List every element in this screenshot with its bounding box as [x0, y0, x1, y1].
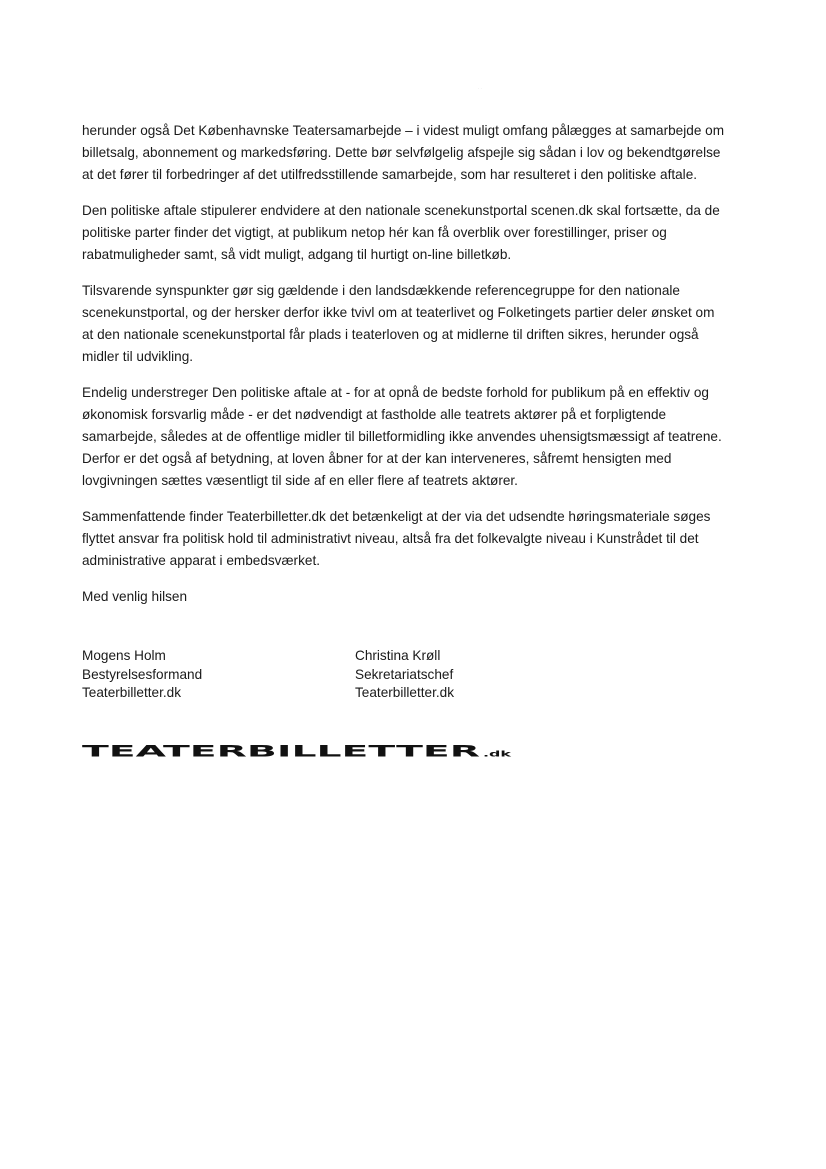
text-line: politiske parter finder det vigtigt, at publikum netop hér kan få overblik over forestillinger, priser og: [82, 225, 667, 240]
paragraph: [82, 382, 752, 492]
text-line: at det fører til forbedringer af det utilfredsstillende samarbejde, som har resulteret i den politiske aftale.: [82, 167, 698, 182]
text-line: flyttet ansvar fra politisk hold til administrativt niveau, altså fra det folkevalgte niveau i Kunstrådet til det: [82, 531, 699, 546]
signatory-org: Teaterbilletter.dk: [355, 685, 454, 700]
text-line: billetsalg, abonnement og markedsføring. Dette bør selvfølgelig afspejle sig sådan i lov og bekendtgørelse: [82, 145, 721, 160]
signatory-right: [355, 647, 454, 703]
text-line: scenekunstportal, og der hersker derfor ikke tvivl om at teaterlivet og Folketingets partier deler ønsket om: [82, 305, 715, 320]
logo-suffix: .dk: [483, 749, 513, 759]
text-line: Endelig understreger Den politiske aftale at - for at opnå de bedste forhold for publikum på en effektiv og: [82, 385, 709, 400]
signatory-title: Sekretariatschef: [355, 666, 454, 682]
text-line: administrative apparat i embedsværket.: [82, 553, 320, 568]
text-line: samarbejde, således at de offentlige midler til billetformidling ikke anvendes uhensigtsmæssigt af teatrene.: [82, 429, 722, 444]
text-line: rabatmuligheder samt, så vidt muligt, adgang til hurtigt on-line billetkøb.: [82, 247, 512, 262]
text-line: Den politiske aftale stipulerer endvidere at den nationale scenekunstportal scenen.dk skal fortsætte, da de: [82, 203, 720, 218]
text-line: lovgivningen sættes væsentligt til side af en eller flere af teatrets aktører.: [82, 473, 518, 488]
text-line: Derfor er det også af betydning, at loven åbner for at der kan interveneres, såfremt hensigten med: [82, 451, 672, 466]
signatory-left: [82, 647, 202, 703]
paragraph: [82, 200, 752, 266]
paragraph: [82, 280, 752, 368]
text-line: herunder også Det Københavnske Teatersamarbejde – i videst muligt omfang pålægges at samarbejde om: [82, 123, 725, 138]
text-line: Sammenfattende finder Teaterbilletter.dk det betænkeligt at der via det udsendte høringsmateriale søges: [82, 509, 711, 524]
text-line: Tilsvarende synspunkter gør sig gældende i den landsdækkende referencegruppe for den nationale: [82, 283, 680, 298]
logo-wordmark: TEATERBILLETTER: [82, 743, 480, 759]
signatory-title: Bestyrelsesformand: [82, 666, 203, 682]
scan-speck: · ·: [478, 86, 482, 91]
signatory-name: Mogens Holm: [82, 648, 166, 663]
text-line: at den nationale scenekunstportal får plads i teaterloven og at midlerne til driften sikres, herunder også: [82, 327, 699, 342]
teaterbilletter-logo: [82, 743, 522, 759]
signatory-name: Christina Krøll: [355, 648, 441, 663]
paragraph: [82, 120, 752, 186]
closing-salutation: Med venlig hilsen: [82, 589, 188, 604]
paragraph: [82, 506, 752, 572]
text-line: midler til udvikling.: [82, 349, 194, 364]
text-line: økonomisk forsvarlig måde - er det nødvendigt at fastholde alle teatrets aktører på et forpligtende: [82, 407, 667, 422]
signatory-org: Teaterbilletter.dk: [82, 685, 181, 700]
letter-body: [82, 120, 752, 608]
